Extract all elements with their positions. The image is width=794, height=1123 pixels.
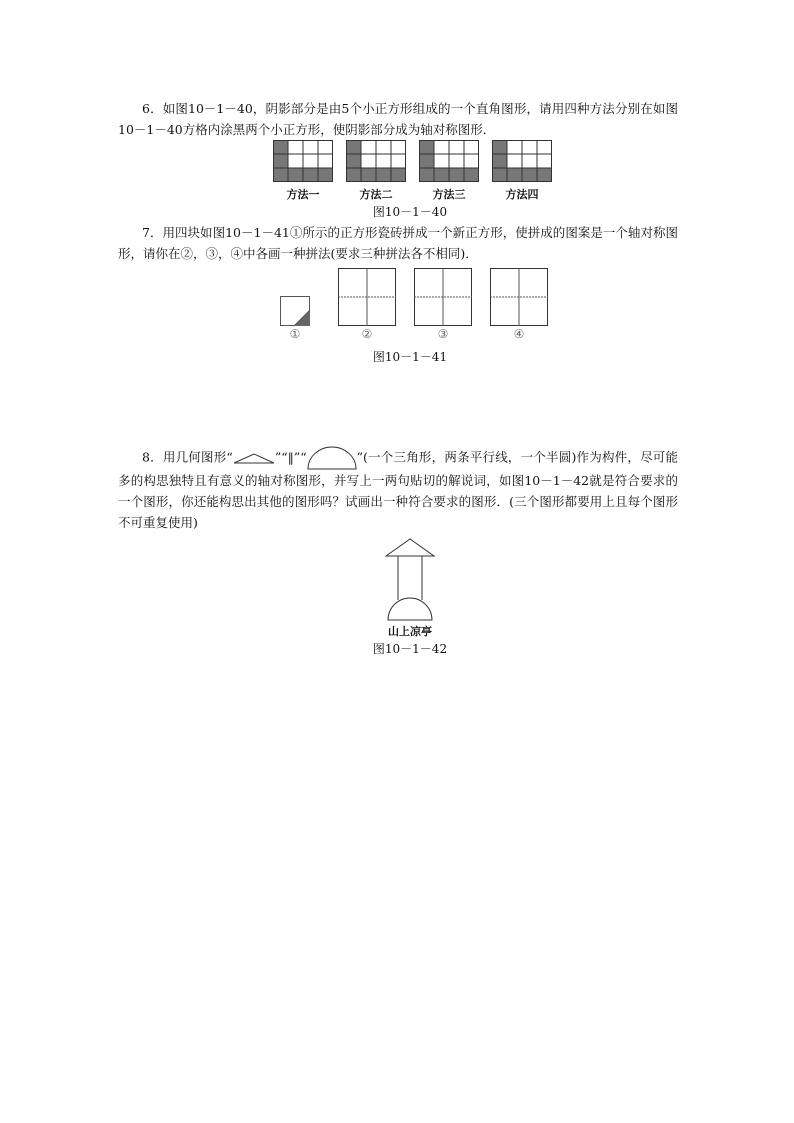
q8-text-before: 8．用几何图形“ [142,449,233,465]
tile-figure-1 [280,296,310,326]
pavilion-figure [384,538,436,622]
blank-grid-3 [414,268,472,326]
question-7-text: 7．用四块如图10－1－41①所示的正方形瓷砖拼成一个新正方形，使拼成的图案是一个轴对称图形，请你在②，③，④中各画一种拼法(要求三种拼法各不相同)． [118,225,678,261]
q8-text-after: ”(一个三角形，两条平行线，一个半圆)作为构件，尽可能多的构思独特且有意义的轴对称图形，并写上一两句贴切的解说词，如图10－1－42就是符合要求的一个图形，你还能构思出其他的图形吗？试画出一种符合要求的图形．(三个图形都要用上且每个图形不可重复使用) [118,449,678,530]
triangle-inline-icon [233,452,275,464]
figure-caption-42: 图10－1－42 [372,642,448,656]
blank-grid-4 [490,268,548,326]
label-circle-2: ② [361,327,373,341]
grid-method-2 [346,140,406,182]
grid-method-4 [492,140,552,182]
grid-method-1 [273,140,333,182]
method-1-label: 方法一 [286,188,320,201]
semicircle-inline-icon [307,446,357,470]
method-2-label: 方法二 [359,188,393,201]
grid-method-3 [419,140,479,182]
q8-text-mid: ”“‖”“ [274,449,307,465]
question-8-text [118,446,678,533]
label-circle-1: ① [289,327,301,341]
label-circle-3: ③ [437,327,449,341]
figure-caption-40: 图10－1－40 [372,205,448,219]
label-circle-4: ④ [513,327,525,341]
blank-grid-2 [338,268,396,326]
pavilion-label: 山上凉亭 [388,625,432,638]
method-4-label: 方法四 [505,188,539,201]
method-3-label: 方法三 [432,188,466,201]
question-6-text: 6．如图10－1－40，阴影部分是由5个小正方形组成的一个直角图形，请用四种方法分别在如图10－1－40方格内涂黑两个小正方形，使阴影部分成为轴对称图形． [118,101,678,137]
figure-caption-41: 图10－1－41 [372,350,448,364]
